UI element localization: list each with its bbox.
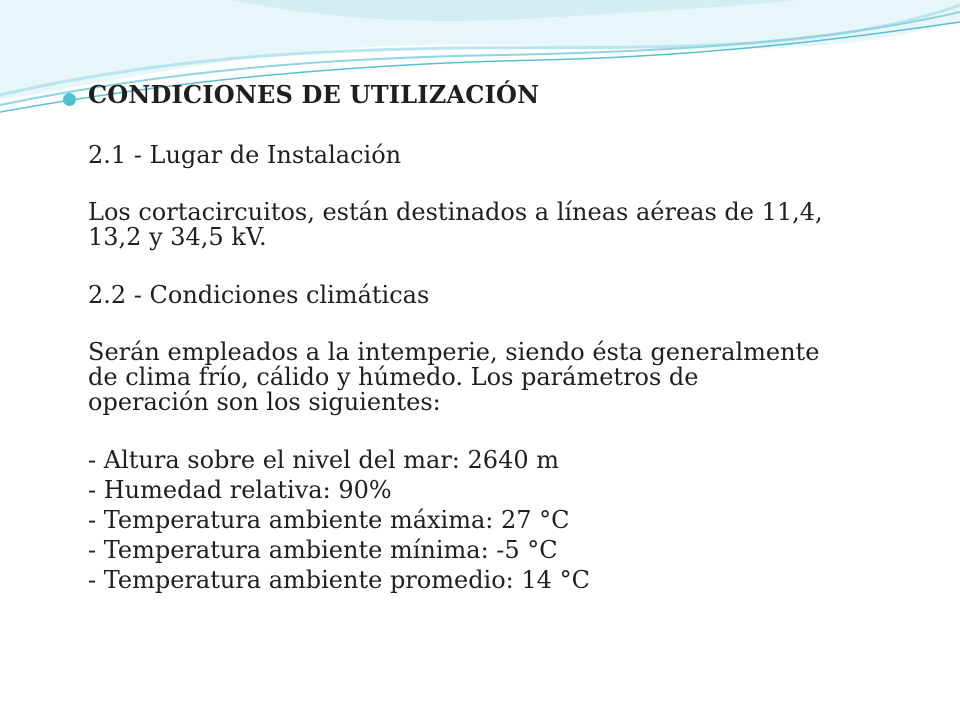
param-altitude: - Altura sobre el nivel del mar: 2640 m <box>88 446 559 474</box>
param-temp-avg: - Temperatura ambiente promedio: 14 °C <box>88 566 590 594</box>
bullet-point <box>63 93 76 106</box>
slide-body <box>88 80 928 595</box>
section-2-text-line-3: operación son los siguientes: <box>88 388 441 416</box>
section-2-title: 2.2 - Condiciones climáticas <box>88 281 430 309</box>
section-2-text-line-2: de clima frío, cálido y húmedo. Los parámetros de <box>88 363 699 391</box>
section-2-text-line-1: Serán empleados a la intemperie, siendo ésta generalmente <box>88 338 820 366</box>
param-temp-max: - Temperatura ambiente máxima: 27 °C <box>88 506 570 534</box>
section-1-text-line-2: 13,2 y 34,5 kV. <box>88 223 267 251</box>
param-temp-min: - Temperatura ambiente mínima: -5 °C <box>88 536 558 564</box>
section-1-text-line-1: Los cortacircuitos, están destinados a líneas aéreas de 11,4, <box>88 198 823 226</box>
section-1-title: 2.1 - Lugar de Instalación <box>88 141 402 169</box>
param-humidity: - Humedad relativa: 90% <box>88 476 392 504</box>
slide-heading: CONDICIONES DE UTILIZACIÓN <box>88 80 540 109</box>
